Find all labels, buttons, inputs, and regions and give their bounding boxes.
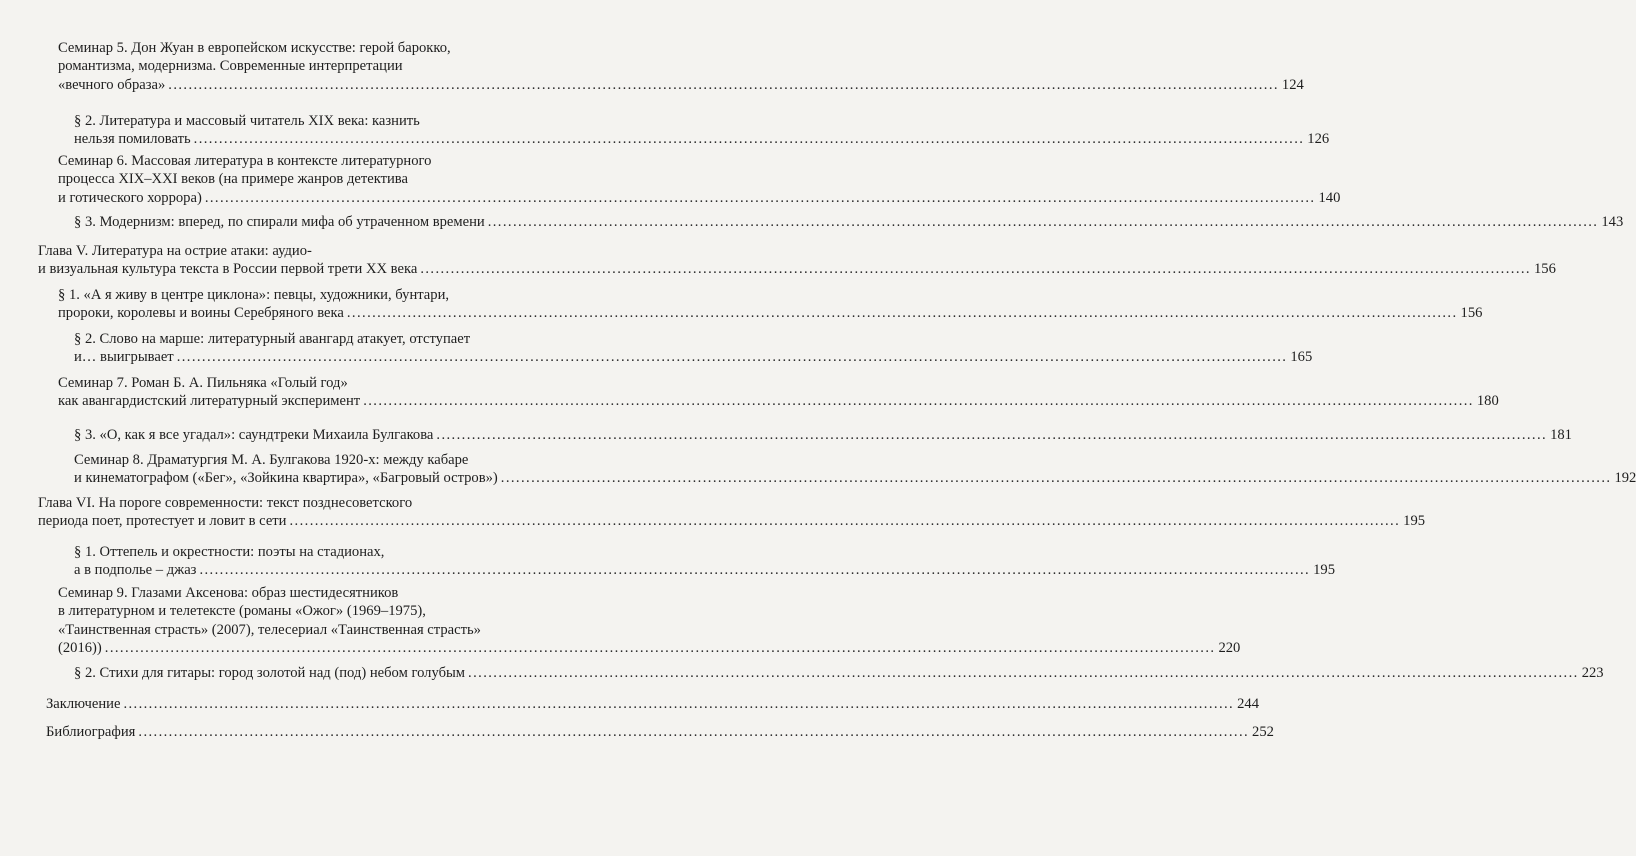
toc-entry-last-line bbox=[74, 469, 1636, 487]
toc-entry-line: нельзя помиловать bbox=[74, 131, 191, 148]
toc-page-number: 244 bbox=[1237, 696, 1259, 712]
toc-entry-line: и… выигрывает bbox=[74, 349, 174, 366]
toc-entry-line: Семинар 7. Роман Б. А. Пильняка «Голый год» bbox=[58, 375, 348, 391]
toc-entry-line: «Таинственная страсть» (2007), телесериал «Таинственная страсть» bbox=[58, 621, 481, 638]
toc-entry-line: процесса XIX–XXI веков (на примере жанров детектива bbox=[58, 171, 408, 188]
toc-entry-last-line bbox=[74, 561, 1335, 579]
toc-entry-line: Семинар 8. Драматургия М. А. Булгакова 1920-х: между кабаре bbox=[74, 452, 469, 468]
dot-leader: ............................................................................................................................................................................................................................ bbox=[420, 261, 1531, 278]
toc-entry-line: § 2. Слово на марше: литературный авангард атакует, отступает bbox=[74, 331, 471, 347]
toc-entry-last-line bbox=[58, 304, 1483, 322]
toc-page-number: 126 bbox=[1307, 131, 1330, 148]
dot-leader: ............................................................................................................................................................................................................................ bbox=[436, 427, 1548, 443]
toc-entry-last-line bbox=[58, 639, 1241, 657]
toc-entry-line: Заключение bbox=[46, 696, 121, 712]
toc-entry-line: романтизма, модернизма. Современные интерпретации bbox=[58, 58, 403, 75]
toc-entry-line: Семинар 9. Глазами Аксенова: образ шестидесятников bbox=[58, 585, 399, 601]
toc-entry-line: и кинематографом («Бег», «Зойкина квартира», «Багровый остров») bbox=[74, 470, 498, 487]
toc-page-number: 165 bbox=[1290, 349, 1313, 366]
toc-entry-last-line bbox=[74, 426, 1572, 444]
toc-entry-line: § 1. Оттепель и окрестности: поэты на стадионах, bbox=[74, 544, 385, 560]
dot-leader: ............................................................................................................................................................................................................................ bbox=[199, 562, 1311, 579]
toc-entry-line: пророки, королевы и воины Серебряного века bbox=[58, 305, 344, 322]
toc-page-number: 124 bbox=[1281, 76, 1304, 93]
toc-entry-last-line bbox=[74, 348, 1313, 366]
toc-entry bbox=[58, 286, 1483, 323]
dot-leader: ............................................................................................................................................................................................................................ bbox=[289, 513, 1401, 530]
toc-entry-line: § 3. Модернизм: вперед, по спирали мифа об утраченном времени bbox=[74, 214, 485, 230]
toc-entry-line: (2016)) bbox=[58, 640, 102, 657]
toc-entry-last-line bbox=[74, 213, 1624, 231]
toc-entry-line: Глава V. Литература на острие атаки: аудио- bbox=[38, 243, 312, 259]
toc-page-number: 220 bbox=[1218, 640, 1241, 657]
toc-entry bbox=[38, 494, 1426, 531]
toc-entry bbox=[58, 584, 1241, 658]
toc-entry-line: в литературном и телетексте (романы «Ожог» (1969–1975), bbox=[58, 603, 426, 620]
toc-entry bbox=[74, 112, 1330, 149]
toc-entry bbox=[74, 426, 1572, 444]
dot-leader: ............................................................................................................................................................................................................................ bbox=[193, 131, 1305, 148]
toc-entry bbox=[58, 374, 1499, 411]
toc-page-number: 195 bbox=[1313, 562, 1335, 579]
toc-page-number: 195 bbox=[1403, 513, 1426, 530]
toc-entry-line: как авангардистский литературный эксперимент bbox=[58, 393, 361, 410]
toc-page-number: 156 bbox=[1460, 305, 1483, 322]
dot-leader: ............................................................................................................................................................................................................................ bbox=[104, 640, 1216, 657]
dot-leader: ............................................................................................................................................................................................................................ bbox=[138, 724, 1250, 740]
toc-entry-line: § 2. Стихи для гитары: город золотой над (под) небом голубым bbox=[74, 665, 466, 681]
dot-leader: ............................................................................................................................................................................................................................ bbox=[123, 696, 1235, 712]
toc-entry-last-line bbox=[38, 512, 1426, 530]
toc-entry-line: периода поет, протестует и ловит в сети bbox=[38, 513, 287, 530]
toc-entry-line: Глава VI. На пороге современности: текст позднесоветского bbox=[38, 495, 413, 511]
toc-page-number: 140 bbox=[1318, 189, 1341, 206]
dot-leader: ............................................................................................................................................................................................................................ bbox=[487, 214, 1599, 230]
toc-entry-line: Семинар 6. Массовая литература в контексте литературного bbox=[58, 153, 432, 169]
toc-entry bbox=[74, 451, 1636, 488]
toc-page-number: 252 bbox=[1252, 724, 1274, 740]
toc-entry bbox=[58, 152, 1341, 207]
toc-entry bbox=[46, 695, 1259, 713]
toc-entry-last-line bbox=[58, 76, 1304, 94]
toc-entry-last-line bbox=[74, 664, 1604, 682]
toc-entry-last-line bbox=[58, 189, 1341, 207]
toc-entry bbox=[74, 543, 1335, 580]
dot-leader: ............................................................................................................................................................................................................................ bbox=[346, 305, 1458, 322]
toc-page-number: 223 bbox=[1581, 665, 1604, 681]
toc-entry-line: а в подполье – джаз bbox=[74, 562, 197, 579]
dot-leader: ............................................................................................................................................................................................................................ bbox=[363, 393, 1474, 410]
toc-entry-line: § 3. «О, как я все угадал»: саундтреки Михаила Булгакова bbox=[74, 427, 434, 443]
toc-entry-line: и готического хоррора) bbox=[58, 189, 202, 206]
toc-entry bbox=[58, 39, 1304, 94]
toc-entry-last-line bbox=[46, 723, 1274, 741]
toc-page-number: 181 bbox=[1550, 427, 1572, 443]
toc-entry-line: § 1. «А я живу в центре циклона»: певцы, художники, бунтари, bbox=[58, 287, 450, 303]
toc-entry-last-line bbox=[46, 695, 1259, 713]
dot-leader: ............................................................................................................................................................................................................................ bbox=[176, 349, 1288, 366]
toc-page-number: 143 bbox=[1601, 214, 1624, 230]
dot-leader: ............................................................................................................................................................................................................................ bbox=[468, 665, 1579, 681]
toc-entry bbox=[74, 213, 1624, 231]
toc-entry-line: § 2. Литература и массовый читатель XIX века: казнить bbox=[74, 113, 420, 129]
dot-leader: ............................................................................................................................................................................................................................ bbox=[168, 76, 1279, 93]
toc-page-number: 180 bbox=[1476, 393, 1499, 410]
toc-entry bbox=[74, 330, 1313, 367]
toc-page-number: 192 bbox=[1614, 470, 1636, 487]
toc-entry-last-line bbox=[74, 130, 1330, 148]
toc-entry bbox=[74, 664, 1604, 682]
dot-leader: ............................................................................................................................................................................................................................ bbox=[500, 470, 1612, 487]
toc-entry bbox=[38, 242, 1556, 279]
toc-entry bbox=[46, 723, 1274, 741]
toc-entry-line: Семинар 5. Дон Жуан в европейском искусстве: герой барокко, bbox=[58, 40, 451, 56]
toc-entry-line: и визуальная культура текста в России первой трети XX века bbox=[38, 261, 418, 278]
dot-leader: ............................................................................................................................................................................................................................ bbox=[204, 189, 1316, 206]
toc-entry-last-line bbox=[58, 392, 1499, 410]
toc-entry-last-line bbox=[38, 260, 1556, 278]
toc-entry-line: Библиография bbox=[46, 724, 136, 740]
toc-page-number: 156 bbox=[1533, 261, 1556, 278]
toc-entry-line: «вечного образа» bbox=[58, 76, 166, 93]
